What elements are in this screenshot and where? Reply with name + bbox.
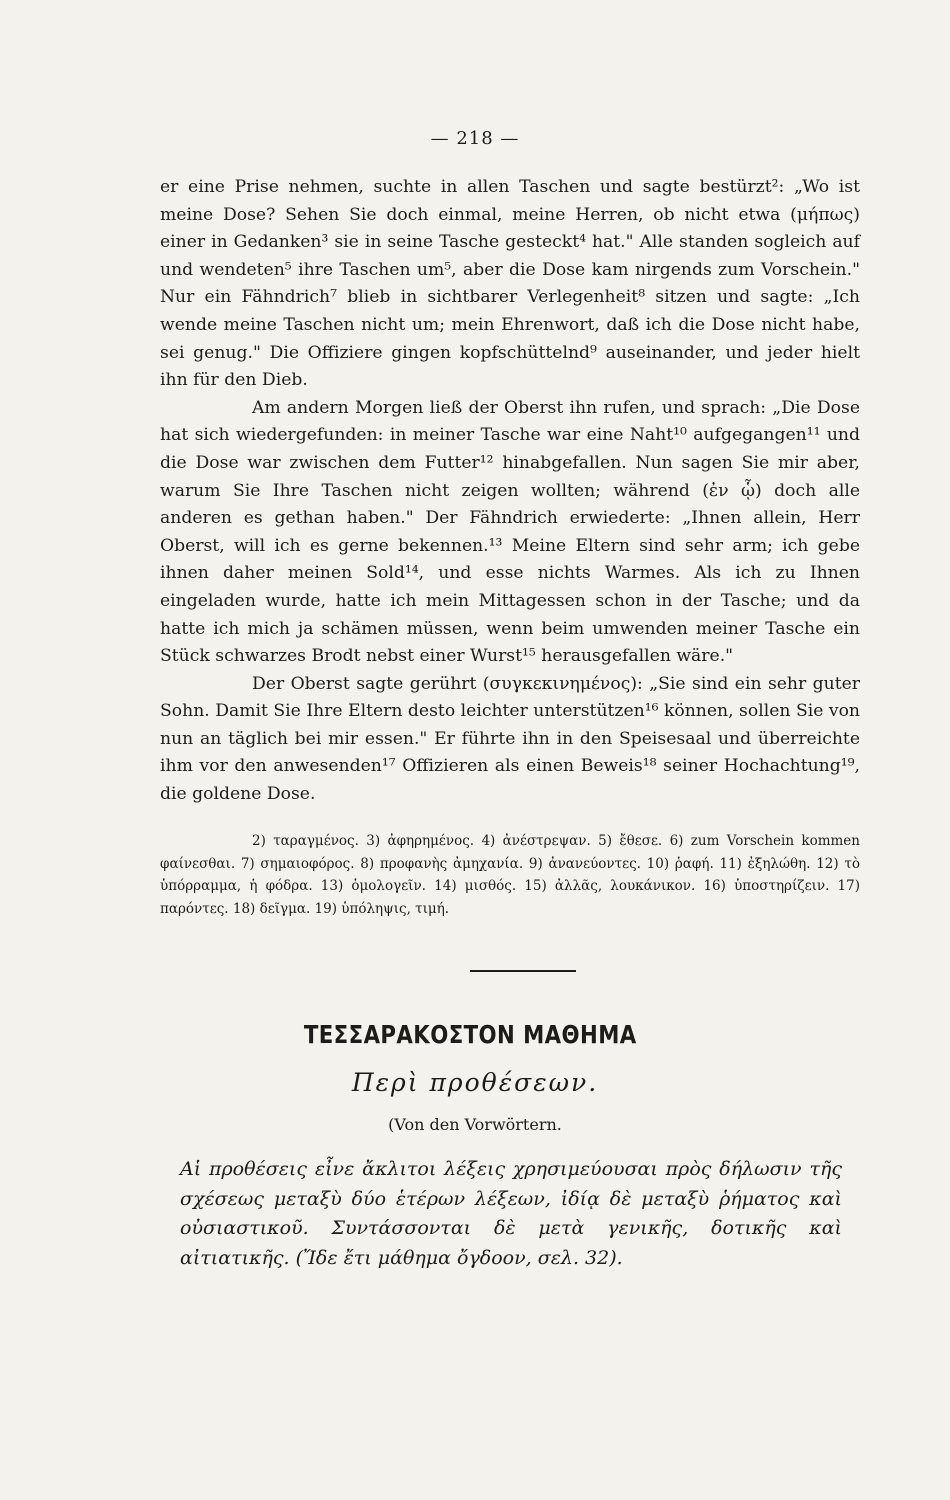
paragraph-3: Der Oberst sagte gerührt (συγκεκινημένος): „Sie sind ein sehr guter Sohn. Damit Sie Ihre Eltern desto leichter unterstützen¹⁶ können, sollen Sie von nun an täglich bei mir essen." Er führte ihn in den Speisesaal und überreichte ihm vor den anwesenden¹⁷ Offizieren als einen Beweis¹⁸ seiner Hochachtung¹⁹, die goldene Dose. — [160, 673, 860, 805]
page-number: — 218 — — [430, 128, 520, 149]
section-divider — [470, 970, 576, 972]
paragraph-1: er eine Prise nehmen, suchte in allen Taschen und sagte bestürzt²: „Wo ist meine Dose? Sehen Sie doch einmal, meine Herren, ob nicht etwa (μήπως) einer in Gedanken³ sie in seine Tasche gesteckt⁴ hat." Alle standen sogleich auf und wendeten⁵ ihre Taschen um⁵, aber die Dose kam nirgends zum Vorschein." Nur ein Fähndrich⁷ blieb in sichtbarer Verlegenheit⁸ sitzen und sagte: „Ich wende meine Taschen nicht um; mein Ehrenwort, daß ich die Dose nicht habe, sei genug." Die Offiziere gingen kopfschüttelnd⁹ auseinander, und jeder hielt ihn für den Dieb. — [160, 177, 860, 391]
chapter-subtitle: Περὶ προθέσεων. — [351, 1068, 599, 1097]
paragraph-2: Am andern Morgen ließ der Oberst ihn rufen, und sprach: „Die Dose hat sich wiedergefunden: in meiner Tasche war eine Naht¹⁰ aufgegangen¹¹ und die Dose war zwischen dem Futter¹² hinabgefallen. Nun sagen Sie mir aber, warum Sie Ihre Taschen nicht zeigen wollten; während (ἐν ᾧ) doch alle anderen es gethan haben." Der Fähndrich erwiederte: „Ihnen allein, Herr Oberst, will ich es gerne bekennen.¹³ Meine Eltern sind sehr arm; ich gebe ihnen daher meinen Sold¹⁴, und esse nichts Warmes. Als ich zu Ihnen eingeladen wurde, hatte ich mein Mittagessen schon in der Tasche; und da hatte ich mich ja schämen müssen, wenn beim umwenden meiner Tasche ein Stück schwarzes Brodt nebst einer Wurst¹⁵ herausgefallen wäre." — [160, 397, 860, 667]
story-text — [160, 174, 860, 809]
footnotes-text: 2) ταραγμένος. 3) ἀφηρημένος. 4) ἀνέστρεψαν. 5) ἔθεσε. 6) zum Vorschein kommen φαίνεσθαι. 7) σημαιοφόρος. 8) προφανὴς ἀμηχανία. 9) ἀνανεύοντες. 10) ῥαφή. 11) ἐξηλώθη. 12) τὸ ὑπόρραμμα, ἡ φόδρα. 13) ὁμολογεῖν. 14) μισθός. 15) ἀλλᾶς, λουκάνικον. 16) ὑποστηρίζειν. 17) παρόντες. 18) δεῖγμα. 19) ὑπόληψις, τιμή. — [160, 833, 860, 917]
footnotes — [160, 830, 860, 920]
greek-paragraph: Αἱ προθέσεις εἶνε ἄκλιτοι λέξεις χρησιμεύουσαι πρὸς δήλωσιν τῆς σχέσεως μεταξὺ δύο ἑτέρων λέξεων, ἰδίᾳ δὲ μεταξὺ ῥήματος καὶ οὐσιαστικοῦ. Συντάσσονται δὲ μετὰ γενικῆς, δοτικῆς καὶ αἰτιατικῆς. (Ἴδε ἔτι μάθημα ὄγδοον, σελ. 32). — [180, 1158, 842, 1269]
chapter-note: (Von den Vorwörtern. — [388, 1115, 562, 1134]
chapter-title: ΤΕΣΣΑΡΑΚΟΣΤΟΝ ΜΑΘΗΜΑ — [303, 1020, 637, 1049]
